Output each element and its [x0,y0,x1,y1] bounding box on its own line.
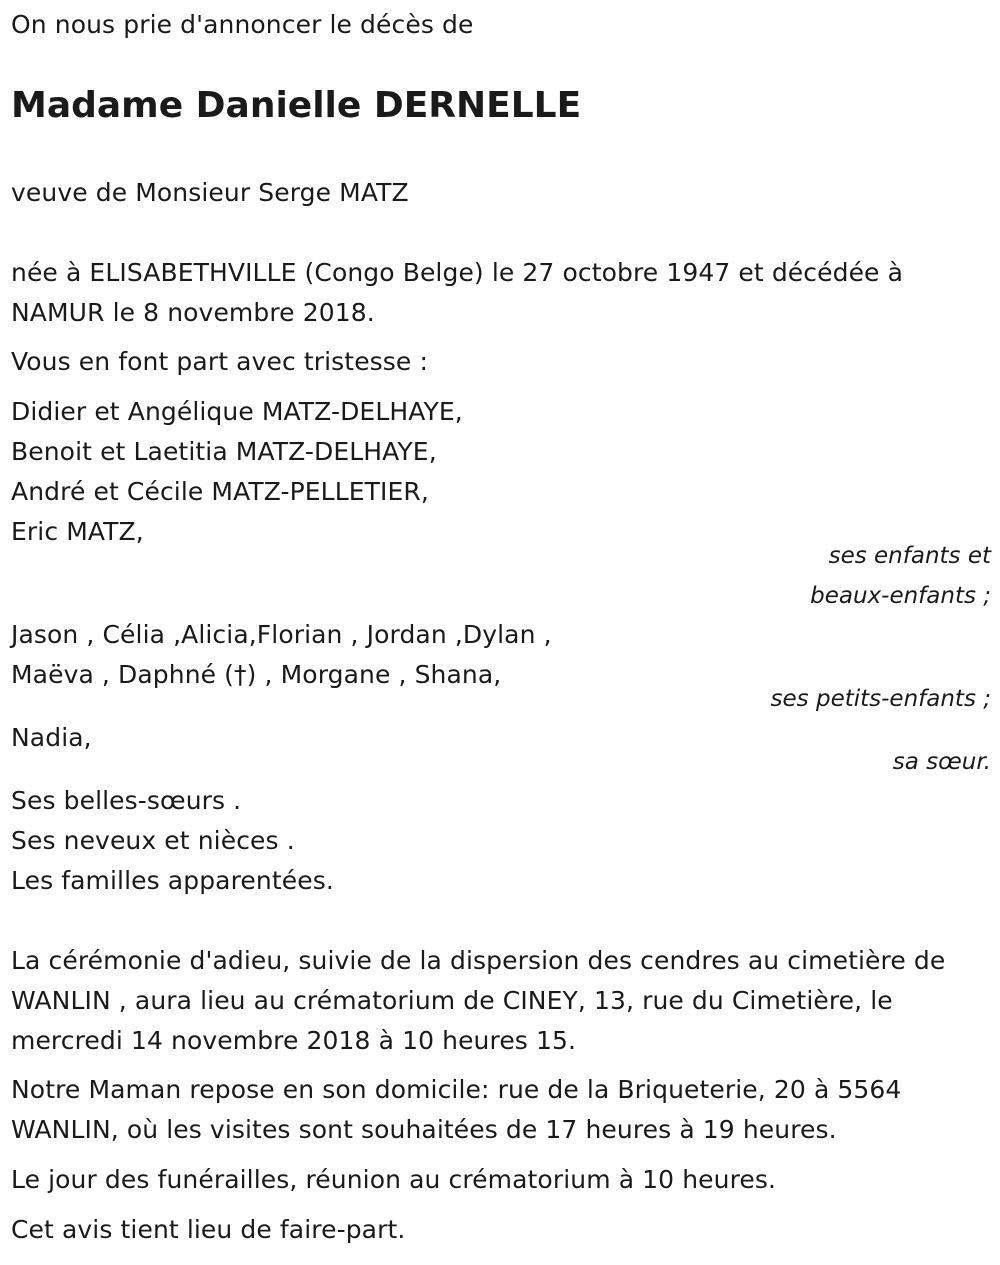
children-role-line-1: ses enfants et [828,543,991,569]
announcers-intro: Vous en font part avec tristesse : [11,347,428,376]
closing-text: Cet avis tient lieu de faire-part. [11,1215,406,1244]
relatives-line: Ses belles-sœurs . [11,786,242,815]
child-line: André et Cécile MATZ-PELLETIER, [11,477,429,506]
birth-death-line-1: née à ELISABETHVILLE (Congo Belge) le 27 octobre 1947 et décédée à [11,258,903,287]
children-role-line-2: beaux-enfants ; [810,583,991,609]
relatives-line: Les familles apparentées. [11,866,334,895]
grandchildren-role: ses petits-enfants ; [770,686,991,712]
grandchildren-line: Maëva , Daphné (†) , Morgane , Shana, [11,660,502,689]
rest-line: Notre Maman repose en son domicile: rue de la Briqueterie, 20 à 5564 [11,1075,902,1104]
intro-text: On nous prie d'annoncer le décès de [11,10,474,39]
relatives-line: Ses neveux et nièces . [11,826,295,855]
funeral-day-text: Le jour des funérailles, réunion au crématorium à 10 heures. [11,1165,777,1194]
ceremony-line: WANLIN , aura lieu au crématorium de CINEY, 13, rue du Cimetière, le [11,986,893,1015]
ceremony-line: La cérémonie d'adieu, suivie de la dispersion des cendres au cimetière de [11,946,946,975]
deceased-name: Madame Danielle DERNELLE [11,85,582,126]
sister-role: sa sœur. [892,749,991,775]
grandchildren-line: Jason , Célia ,Alicia,Florian , Jordan ,Dylan , [11,620,552,649]
ceremony-line: mercredi 14 novembre 2018 à 10 heures 15. [11,1026,577,1055]
child-line: Didier et Angélique MATZ-DELHAYE, [11,397,463,426]
sister-name: Nadia, [11,723,92,752]
birth-death-line-2: NAMUR le 8 novembre 2018. [11,298,375,327]
child-line: Eric MATZ, [11,517,144,546]
rest-line: WANLIN, où les visites sont souhaitées de 17 heures à 19 heures. [11,1115,837,1144]
child-line: Benoit et Laetitia MATZ-DELHAYE, [11,437,437,466]
widow-of-text: veuve de Monsieur Serge MATZ [11,178,409,207]
